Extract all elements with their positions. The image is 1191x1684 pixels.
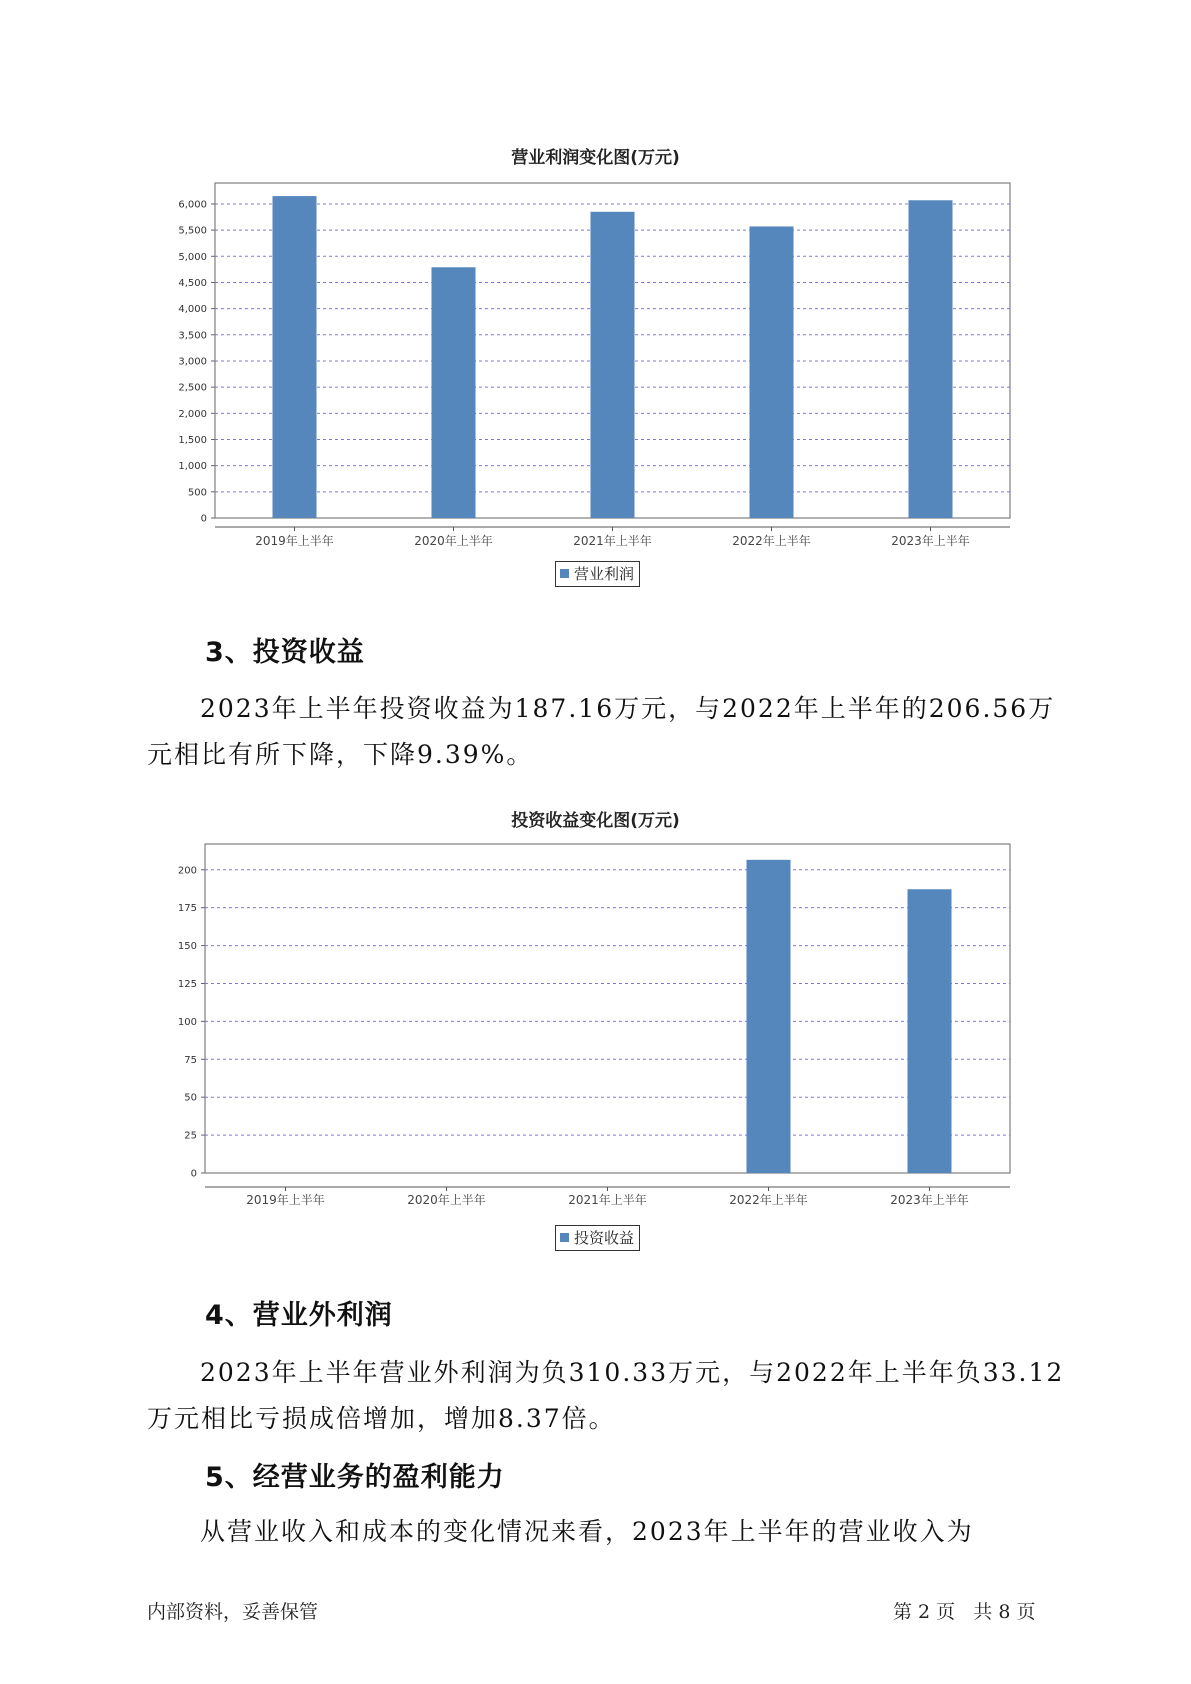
y-tick-label: 200 [177,865,197,877]
y-tick-label: 3,000 [178,356,207,368]
y-tick-label: 50 [184,1092,197,1104]
section-heading-investment-income: 3、投资收益 [205,637,365,668]
y-tick-label: 6,000 [178,199,207,211]
y-tick-label: 4,000 [178,304,207,316]
bar-2022年上半年 [747,860,791,1173]
bar-2023年上半年 [909,200,953,518]
section-paragraph-investment-income: 2023年上半年投资收益为187.16万元，与2022年上半年的206.56万元相比有所下降，下降9.39%。 [147,694,1056,769]
bar-2022年上半年 [750,226,794,518]
y-tick-label: 0 [200,513,207,525]
bar-2020年上半年 [432,267,476,518]
y-tick-label: 5,000 [178,251,207,263]
legend-swatch [560,569,569,578]
x-tick-label: 2023年上半年 [890,1193,969,1207]
footer-page-number: 第 2 页 共 8 页 [893,1601,1036,1623]
chart-title-operating-profit: 营业利润变化图(万元) [511,148,680,168]
bar-2021年上半年 [591,212,635,518]
x-tick-label: 2019年上半年 [246,1193,325,1207]
legend-label: 营业利润 [574,565,635,583]
chart-title-investment-income: 投资收益变化图(万元) [511,811,680,831]
y-tick-label: 150 [177,941,197,953]
operating-profit-bar-chart [0,180,1191,570]
y-tick-label: 1,500 [178,434,207,446]
x-tick-label: 2020年上半年 [414,534,493,548]
x-tick-label: 2020年上半年 [407,1193,486,1207]
chart-legend-investment-income [555,1225,640,1251]
legend-swatch [560,1233,569,1242]
y-tick-label: 1,000 [178,461,207,473]
y-tick-label: 500 [187,487,207,499]
section-paragraph-profitability: 从营业收入和成本的变化情况来看，2023年上半年的营业收入为 [200,1517,974,1546]
y-tick-label: 125 [177,978,197,990]
y-tick-label: 2,000 [178,408,207,420]
y-tick-label: 4,500 [178,277,207,289]
y-tick-label: 25 [184,1130,197,1142]
chart-legend-operating-profit [555,561,640,587]
investment-income-bar-chart [0,842,1191,1232]
y-tick-label: 2,500 [178,382,207,394]
y-tick-label: 75 [184,1054,197,1066]
y-tick-label: 3,500 [178,330,207,342]
x-tick-label: 2021年上半年 [573,534,652,548]
x-tick-label: 2019年上半年 [255,534,334,548]
bar-2023年上半年 [908,889,952,1173]
y-tick-label: 100 [177,1016,197,1028]
section-heading-profitability: 5、经营业务的盈利能力 [205,1462,505,1493]
x-tick-label: 2023年上半年 [891,534,970,548]
section-paragraph-non-operating-profit: 2023年上半年营业外利润为负310.33万元，与2022年上半年负33.12万元相比亏损成倍增加，增加8.37倍。 [147,1358,1065,1433]
x-tick-label: 2022年上半年 [732,534,811,548]
legend-label: 投资收益 [574,1229,635,1247]
y-tick-label: 5,500 [178,225,207,237]
section-heading-non-operating-profit: 4、营业外利润 [205,1300,393,1331]
x-tick-label: 2022年上半年 [729,1193,808,1207]
x-tick-label: 2021年上半年 [568,1193,647,1207]
footer-confidential-note: 内部资料，妥善保管 [147,1601,319,1623]
plot-frame [205,844,1010,1173]
y-tick-label: 0 [190,1168,197,1180]
y-tick-label: 175 [177,903,197,915]
bar-2019年上半年 [273,196,317,518]
